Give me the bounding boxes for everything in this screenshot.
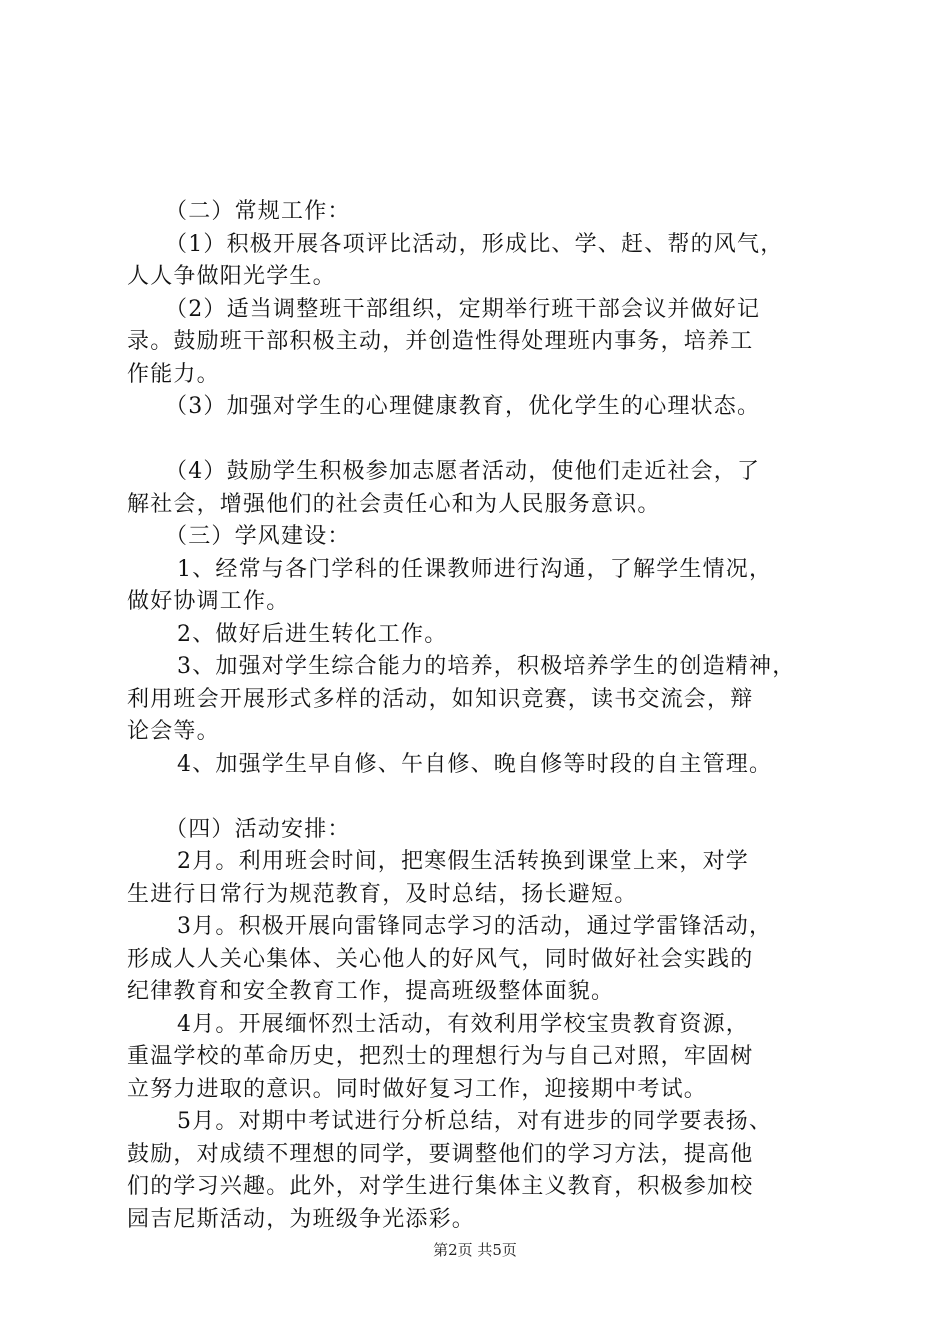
text-line: 2月。利用班会时间，把寒假生活转换到课堂上来，对学 xyxy=(177,849,749,874)
text-line: 作能力。 xyxy=(127,361,220,387)
text-line: 3、加强对学生综合能力的培养，积极培养学生的创造精神， xyxy=(177,654,796,679)
page-footer: 第2页 共5页 xyxy=(433,1241,517,1259)
text-line: 做好协调工作。 xyxy=(127,589,290,614)
text-line: （四）活动安排： xyxy=(165,816,351,842)
body-text xyxy=(127,196,833,1236)
text-line: 4、加强学生早自修、午自修、晚自修等时段的自主管理。 xyxy=(177,751,773,777)
text-line: 鼓励，对成绩不理想的同学，要调整他们的学习方法，提高他 xyxy=(127,1141,754,1167)
text-line: （2）适当调整班干部组织，定期举行班干部会议并做好记 xyxy=(165,296,761,322)
text-line: 4月。开展缅怀烈士活动，有效利用学校宝贵教育资源， xyxy=(177,1011,749,1037)
text-line: （二）常规工作： xyxy=(165,199,351,224)
text-line: 2、做好后进生转化工作。 xyxy=(177,621,448,647)
text-line: （3）加强对学生的心理健康教育，优化学生的心理状态。 xyxy=(165,394,761,419)
text-line: 生进行日常行为规范教育，及时总结，扬长避短。 xyxy=(127,881,638,907)
text-line: （1）积极开展各项评比活动，形成比、学、赶、帮的风气， xyxy=(165,231,784,257)
blank-line xyxy=(127,424,833,457)
text-line: （三）学风建设： xyxy=(165,524,351,549)
text-line: 利用班会开展形式多样的活动，如知识竞赛，读书交流会，辩 xyxy=(127,686,754,712)
text-line: 论会等。 xyxy=(127,719,220,744)
text-line: 解社会，增强他们的社会责任心和为人民服务意识。 xyxy=(127,491,661,517)
text-line: 3月。积极开展向雷锋同志学习的活动，通过学雷锋活动， xyxy=(177,914,773,939)
text-line: 立努力进取的意识。同时做好复习工作，迎接期中考试。 xyxy=(127,1076,708,1102)
text-line: 形成人人关心集体、关心他人的好风气，同时做好社会实践的 xyxy=(127,946,754,972)
text-line: 园吉尼斯活动，为班级争光添彩。 xyxy=(127,1206,476,1232)
text-line: 人人争做阳光学生。 xyxy=(127,264,336,289)
blank-line xyxy=(127,781,833,814)
text-line: 们的学习兴趣。此外，对学生进行集体主义教育，积极参加校 xyxy=(127,1174,754,1199)
text-line: 5月。对期中考试进行分析总结，对有进步的同学要表扬、 xyxy=(177,1109,773,1134)
text-line: 录。鼓励班干部积极主动，并创造性得处理班内事务，培养工 xyxy=(127,329,754,354)
text-line: 1、经常与各门学科的任课教师进行沟通，了解学生情况， xyxy=(177,556,773,582)
text-line: （4）鼓励学生积极参加志愿者活动，使他们走近社会，了 xyxy=(165,459,761,484)
text-line: 纪律教育和安全教育工作，提高班级整体面貌。 xyxy=(127,979,615,1004)
text-line: 重温学校的革命历史，把烈士的理想行为与自己对照，牢固树 xyxy=(127,1044,754,1069)
